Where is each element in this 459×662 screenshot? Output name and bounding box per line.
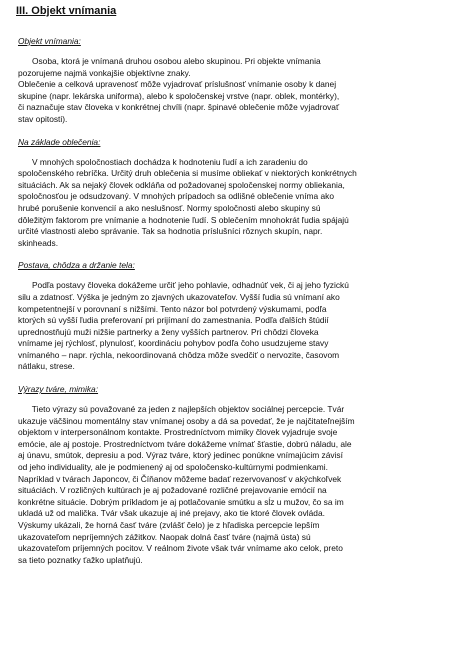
section-vyrazy-tvare [18,384,449,566]
text-line: vnímaného – napr. rýchla, nekoordinovaná chôdza môže svedčiť o nervozite, časovom [18,349,340,360]
text-line: uprednostňujú muži nižšie partnerky a ženy vyšších partnerov. Pri chôdzi človeka [18,326,319,337]
text-line: emócie, ale aj postoje. Prostredníctvom tváre dokážeme vnímať šťastie, dobrú náladu, ale [18,438,352,449]
section-heading: Objekt vnímania: [18,36,81,46]
section-postava [18,260,449,373]
text-line: skinheads. [18,237,59,248]
paragraph [18,157,449,250]
text-line: konkrétne situácie. Dobrým príkladom je aj potlačovanie smútku a sĺz u mužov, čo sa im [18,496,344,507]
section-oblecenie [18,137,449,250]
spacer [18,249,449,260]
text-line: Oblečenie a celková upravenosť môže vyjadrovať príslušnosť vnímanie osoby k danej [18,79,337,90]
text-line: pozorujeme najmä vonkajšie objektívne znaky. [18,67,191,78]
text-line: určité vlastnosti alebo správanie. Tak sa hodnotia príslušníci rôznych skupín, napr. [18,226,323,237]
text-line: stav opitosti). [18,113,68,124]
paragraph [18,404,449,566]
text-line: skupine (napr. lekárska uniforma), alebo k spoločenskej vrstve (napr. oblek, montérky), [18,90,340,101]
text-line: Tieto výrazy sú považované za jeden z najlepších objektov sociálnej percepcie. Tvár [18,404,345,415]
text-line: či naznačuje stav človeka v konkrétnej chvíli (napr. špinavé oblečenie môže vyjadrovať [18,102,340,113]
text-line: silu a zdatnosť. Výška je jedným zo zjavných ukazovateľov. Vyšší ľudia sú vnímaní ako [18,291,340,302]
text-line: Výskumy ukázali, že horná časť tváre (zvlášť čelo) je z hľadiska percepcie lepším [18,520,320,530]
text-line: od jeho individuality, ale je podmienený aj od spoločensko-kultúrnymi podmienkami. [18,462,328,473]
text-line: nátlaku, strese. [18,361,75,372]
text-line: situáciách. V rozličných kultúrach je aj požadované rozličné prejavovanie emócií na [18,485,327,496]
text-line: V mnohých spoločnostiach dochádza k hodnoteniu ľudí a ich zaradeniu do [18,156,308,167]
section-heading: Na základe oblečenia: [18,136,101,147]
text-line: ukladá už od malička. Tvár však ukazuje aj iné prejavy, ako tie ktoré človek ovláda. [18,508,325,519]
text-line: ukazovateľom príjemných pocitov. V reálnom živote však tvár vnímame ako celok, preto [18,543,343,554]
section-heading: Postava, chôdza a držanie tela: [18,260,135,271]
text-line: kompetentnejší v porovnaní s nižšími. Tento názor bol potvrdený výskumami, podľa [18,303,327,314]
section-objekt-vnimania [18,36,449,126]
paragraph [18,280,449,373]
text-line: vnímame jej rýchlosť, plynulosť, koordináciu pohybov podľa čoho usudzujeme stavy [18,338,329,349]
text-line: spoločenského rebríčka. Určitý druh oblečenia si musíme obliekať v niektorých konkrétnych [18,168,357,179]
text-line: sa tieto poznatky ťažko uplatňujú. [18,554,143,565]
text-line: Osoba, ktorá je vnímaná druhou osobou alebo skupinou. Pri objekte vnímania [18,56,321,66]
text-line: spoločnosťou je odsudzovaný. V mnohých prípadoch sa odlišné oblečenie vníma ako [18,191,335,202]
text-line: dôležitým faktorom pre vnímanie a hodnotenie ľudí. S oblečením mnohokrát ľudia spájajú [18,214,349,225]
text-line: ktorých sú vyšší ľudia preferovaní pri prijímaní do zamestnania. Podľa ďalších štúdií [18,315,329,326]
text-line: hrubé porušenie konvencií a ako neslušnosť. Normy spoločnosti alebo skupiny sú [18,202,321,213]
document-title: III. Objekt vnímania [16,5,117,17]
section-heading: Výrazy tváre, mimika: [18,384,99,395]
text-line: aj únavu, smútok, depresiu a pod. Výraz tváre, ktorý jedinec ponúkne vnímajúcim závisí [18,450,343,461]
text-line: Napríklad v tvárach Japoncov, či Číňanov môžeme badať rezervovanosť v akýchkoľvek [18,473,342,484]
text-line: ukazovateľom nepríjemných zážitkov. Naopak dolná časť tváre (najmä ústa) sú [18,531,311,542]
text-line: Podľa postavy človeka dokážeme určiť jeho pohlavie, odhadnúť vek, či aj jeho fyzickú [18,280,349,291]
text-line: objektom v interpersonálnom kontakte. Prostredníctvom mimiky človek vyjadruje svoje [18,427,338,438]
text-line: situáciách. Ak sa nejaký človek odkláňa od požadovanej spoločenskej normy obliekania, [18,179,345,190]
paragraph [18,56,449,126]
text-line: ukazuje väčšinou momentálny stav vnímanej osoby a dá sa povedať, že je najčitateľnejším [18,415,355,426]
spacer [18,373,449,384]
spacer [18,126,449,137]
